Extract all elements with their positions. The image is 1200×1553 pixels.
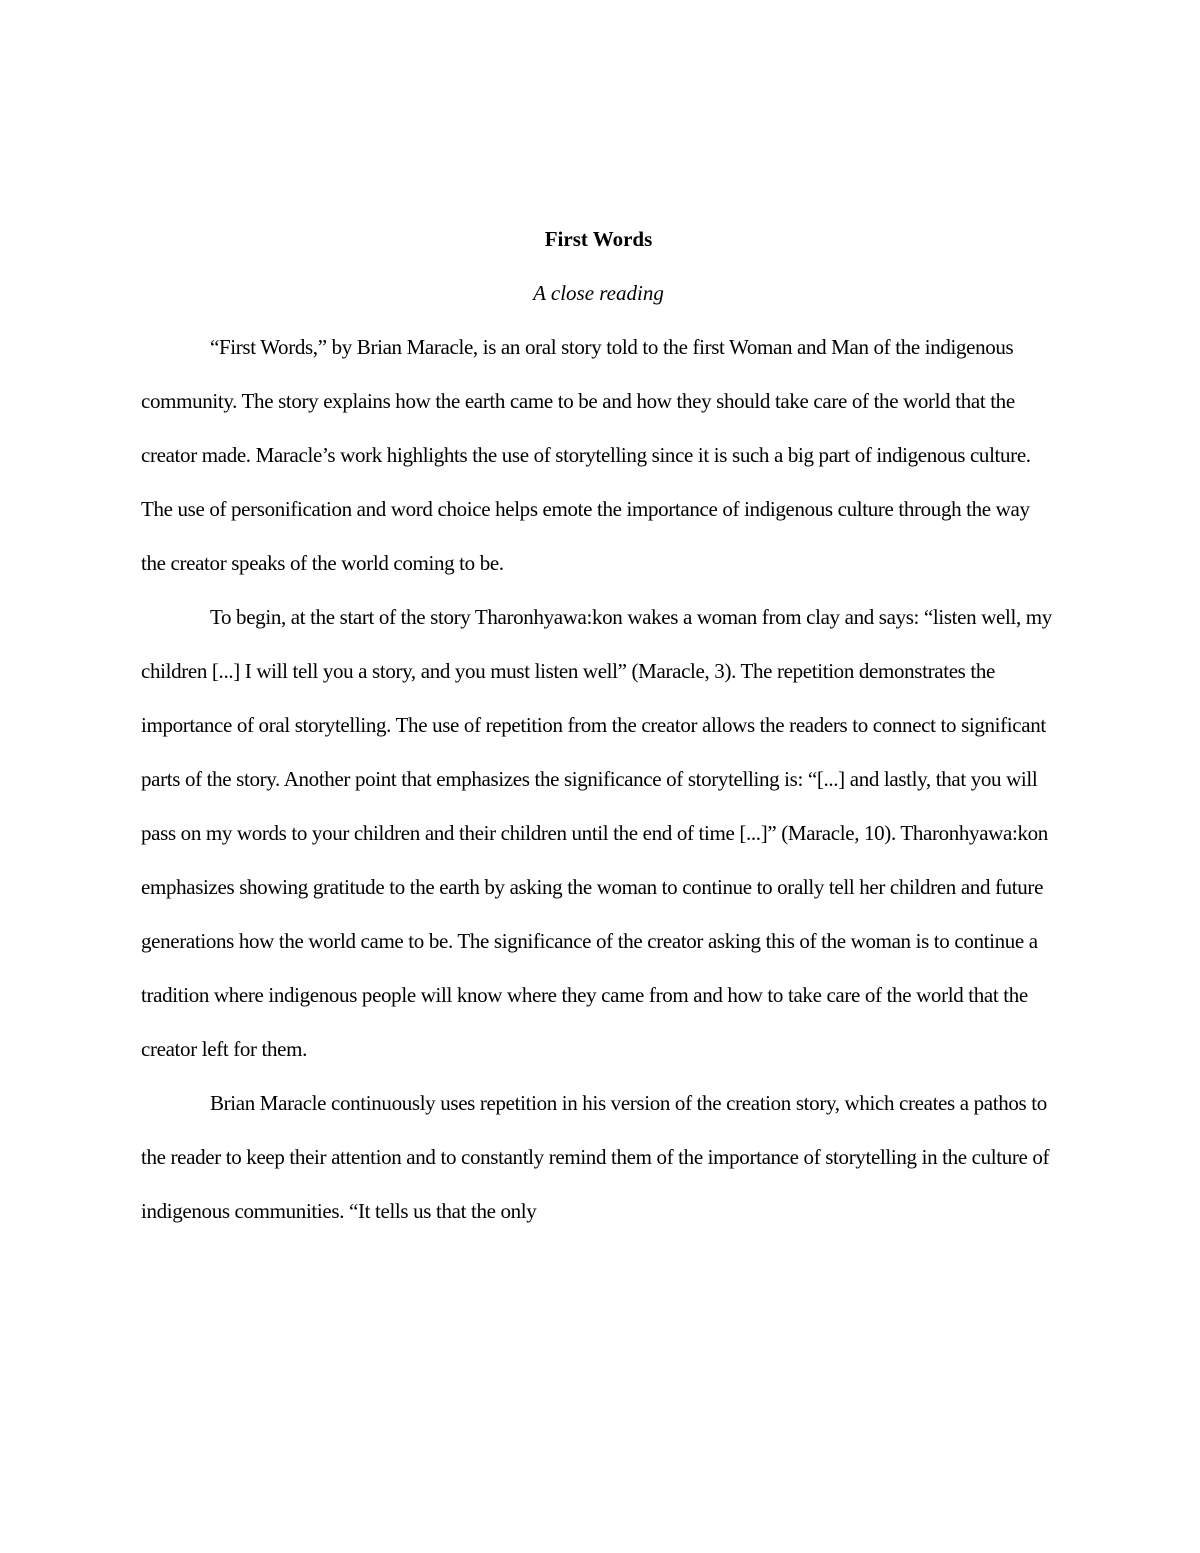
document-title: First Words [544,227,653,251]
document-body [141,212,1056,1238]
paragraph-1: “First Words,” by Brian Maracle, is an oral story told to the first Woman and Man of the indigenous community. The story explains how the earth came to be and how they should take care of the world that the creator made. Maracle’s work highlights the use of storytelling since it is such a big part of indigenous culture. The use of personification and word choice helps emote the importance of indigenous culture through the way the creator speaks of the world coming to be. [141,335,1031,575]
paragraph-3: Brian Maracle continuously uses repetition in his version of the creation story, which creates a pathos to the reader to keep their attention and to constantly remind them of the importance of storytelling in the culture of indigenous communities. “It tells us that the only [141,1091,1050,1223]
paragraph-2: To begin, at the start of the story Tharonhyawa:kon wakes a woman from clay and says: “listen well, my children [...] I will tell you a story, and you must listen well” (Maracle, 3). The repetition demonstrates the importance of oral storytelling. The use of repetition from the creator allows the readers to connect to significant parts of the story. Another point that emphasizes the significance of storytelling is: “[...] and lastly, that you will pass on my words to your children and their children until the end of time [...]” (Maracle, 10). Tharonhyawa:kon emphasizes showing gratitude to the earth by asking the woman to continue to orally tell her children and future generations how the world came to be. The significance of the creator asking this of the woman is to continue a tradition where indigenous people will know where they came from and how to take care of the world that the creator left for them. [141,605,1052,1061]
document-subtitle: A close reading [533,281,664,305]
